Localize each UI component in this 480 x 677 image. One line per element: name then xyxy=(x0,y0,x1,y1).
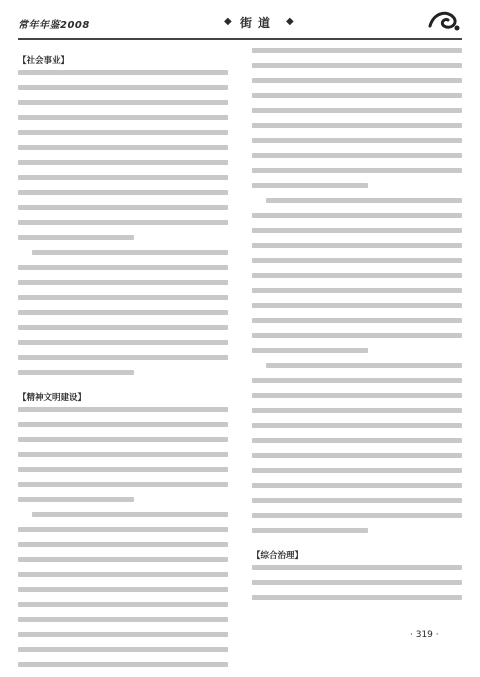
paragraph-placeholder xyxy=(252,48,462,188)
paragraph-placeholder xyxy=(18,250,228,375)
header-rule xyxy=(18,38,462,40)
right-column xyxy=(252,48,462,610)
section-heading-governance: 【综合治理】 xyxy=(252,551,304,561)
diamond-icon: ◆ xyxy=(224,16,232,27)
paragraph-placeholder xyxy=(18,70,228,240)
page-number: · 319 · xyxy=(410,630,439,640)
left-column xyxy=(18,48,228,677)
paragraph-placeholder xyxy=(18,407,228,502)
swirl-logo-icon xyxy=(426,8,462,34)
paragraph-placeholder xyxy=(252,363,462,533)
yearbook-title: 常年年鉴2008 xyxy=(18,20,90,31)
header-bar xyxy=(18,8,462,38)
diamond-icon-right: ◆ xyxy=(286,16,294,27)
paragraph-placeholder xyxy=(252,198,462,353)
paragraph-placeholder xyxy=(252,565,462,600)
category-title: 街道 xyxy=(240,16,277,30)
section-heading-civilization: 【精神文明建设】 xyxy=(18,393,87,403)
paragraph-placeholder xyxy=(18,512,228,667)
section-heading-social: 【社会事业】 xyxy=(18,56,70,66)
